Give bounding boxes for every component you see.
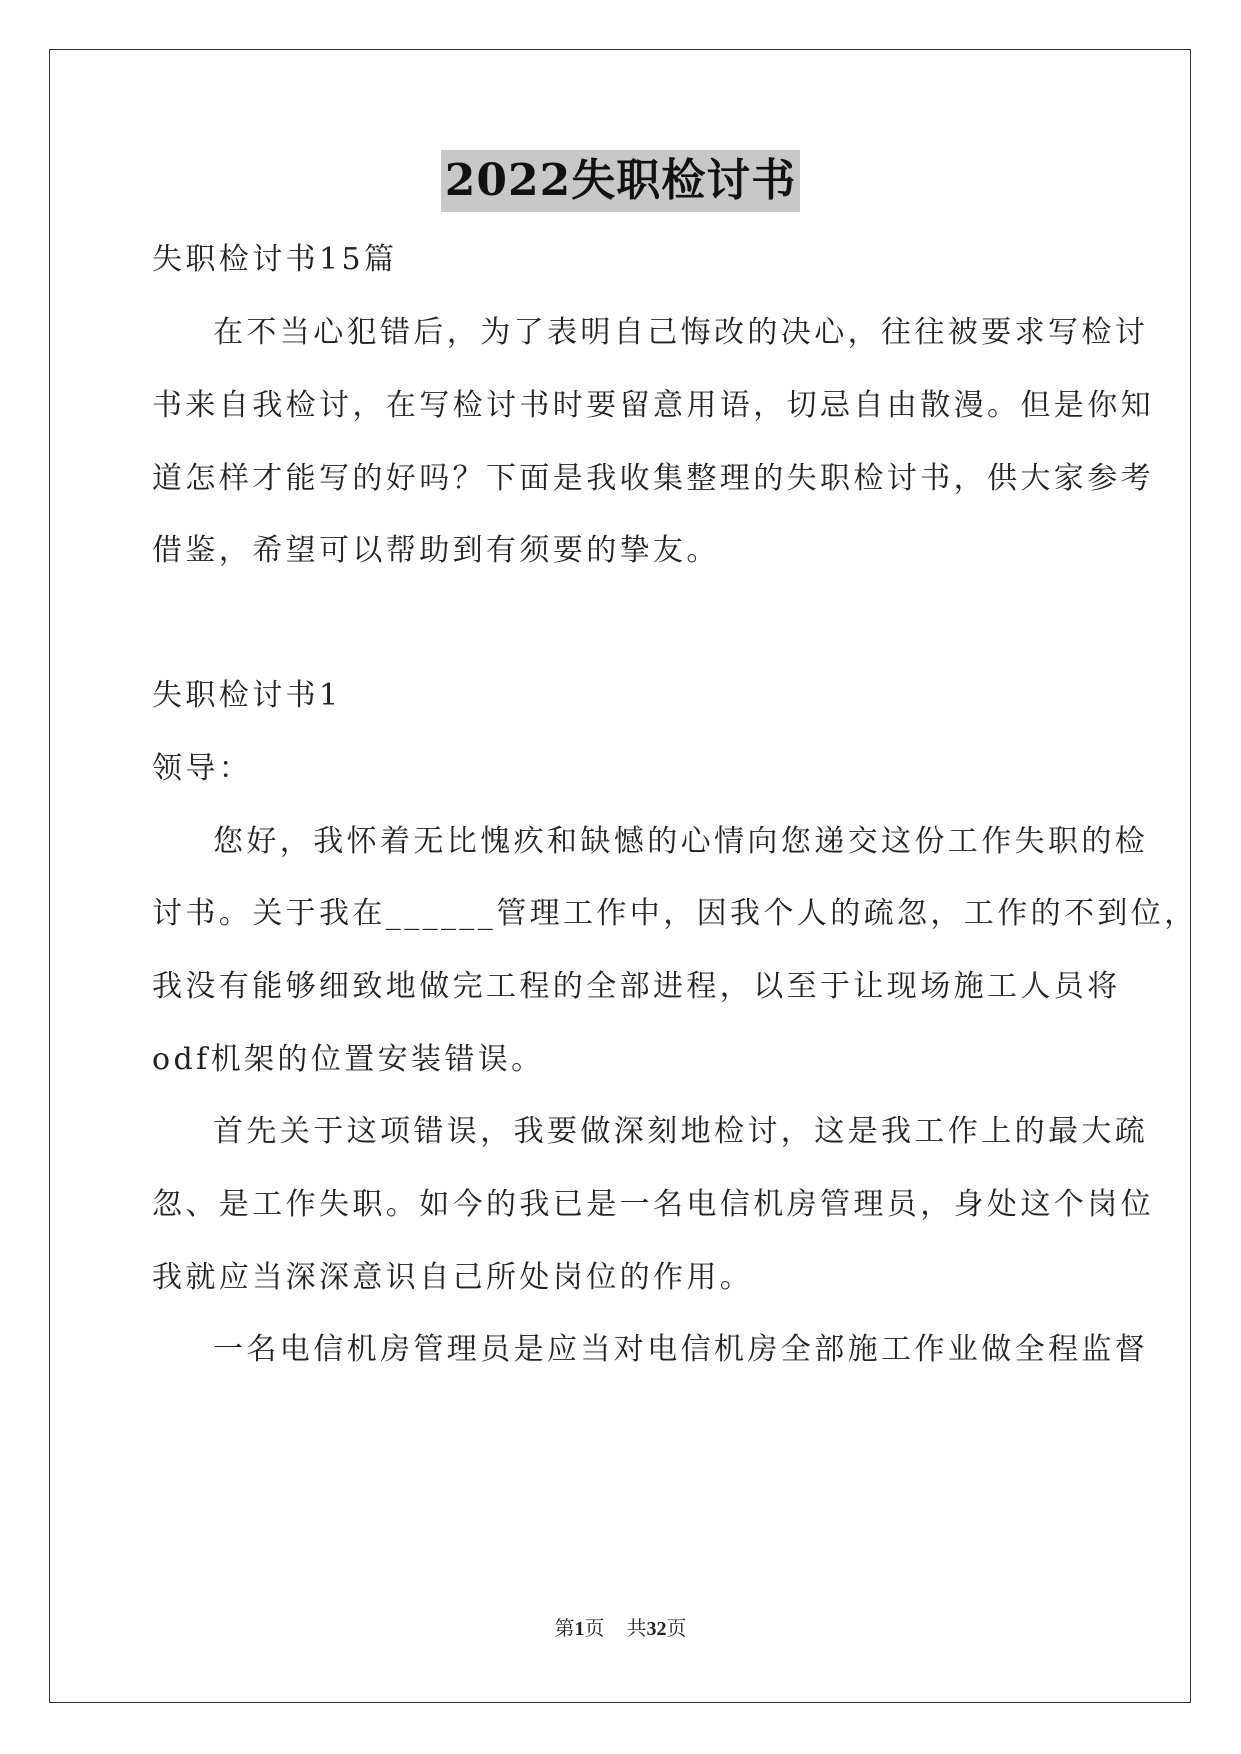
para2-line-1: 首先关于这项错误，我要做深刻地检讨，这是我工作上的最大疏 <box>213 1114 1149 1149</box>
footer-page-total: 32 <box>646 1618 667 1640</box>
salutation: 领导： <box>152 751 253 786</box>
footer-total-suffix: 页 <box>666 1618 687 1640</box>
para1-line-1: 您好，我怀着无比愧疚和缺憾的心情向您递交这份工作失职的检 <box>213 824 1149 859</box>
footer-total-prefix: 共 <box>626 1618 647 1640</box>
title-wrap <box>0 150 1241 212</box>
footer-page-current: 1 <box>574 1618 585 1640</box>
page-border <box>49 49 1191 1703</box>
document-title: 2022失职检讨书 <box>441 150 800 212</box>
intro-line-3: 道怎样才能写的好吗？下面是我收集整理的失职检讨书，供大家参考 <box>152 461 1154 496</box>
para2-line-2: 忽、是工作失职。如今的我已是一名电信机房管理员，身处这个岗位 <box>152 1187 1154 1222</box>
section-heading: 失职检讨书1 <box>152 678 342 713</box>
intro-line-4: 借鉴，希望可以帮助到有须要的挚友。 <box>152 533 720 568</box>
intro-line-2: 书来自我检讨，在写检讨书时要留意用语，切忌自由散漫。但是你知 <box>152 388 1154 423</box>
para2-line-3: 我就应当深深意识自己所处岗位的作用。 <box>152 1260 754 1295</box>
para1-line-4: odf机架的位置安装错误。 <box>152 1042 545 1077</box>
subtitle-line: 失职检讨书15篇 <box>152 242 398 277</box>
intro-line-1: 在不当心犯错后，为了表明自己悔改的决心，往往被要求写检讨 <box>213 315 1149 350</box>
footer-page-suffix: 页 <box>584 1618 605 1640</box>
para1-line-3: 我没有能够细致地做完工程的全部进程，以至于让现场施工人员将 <box>152 969 1121 1004</box>
para1-line-2: 讨书。关于我在______管理工作中，因我个人的疏忽，工作的不到位， <box>152 896 1198 931</box>
page-footer <box>0 1612 1241 1641</box>
para3-line-1: 一名电信机房管理员是应当对电信机房全部施工作业做全程监督 <box>213 1332 1149 1367</box>
footer-page-prefix: 第 <box>554 1618 575 1640</box>
